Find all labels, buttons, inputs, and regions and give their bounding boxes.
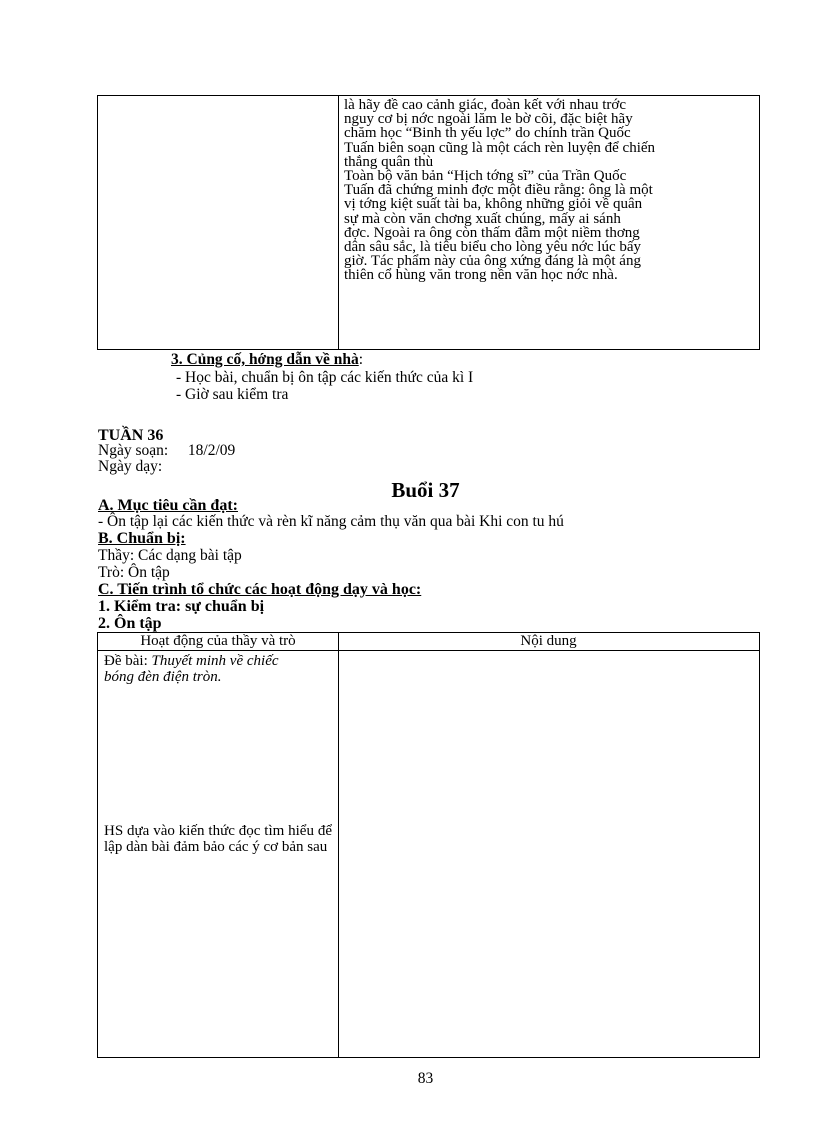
cell-line: Tuấn đã chứng minh đợc một điều rằng: ông là một bbox=[344, 182, 653, 199]
sectionC-step2: 2. Ôn tập bbox=[98, 615, 162, 632]
cell-line: Tuấn biên soạn cũng là một cách rèn luyện để chiến bbox=[344, 139, 656, 156]
teach-date-label: Ngày dạy: bbox=[98, 458, 163, 475]
cell-line: Toàn bộ văn bản “Hịch tớng sĩ” của Trần Quốc bbox=[344, 168, 627, 185]
cell-line: vị tớng kiệt suất tài ba, không những giỏi về quân bbox=[344, 196, 643, 213]
cell-line: sự mà còn văn chơng xuất chúng, mấy ai sánh bbox=[344, 210, 621, 227]
page-number: 83 bbox=[417, 1070, 434, 1087]
session-title: Buổi 37 bbox=[391, 478, 460, 502]
section3-colon: : bbox=[358, 351, 364, 368]
cell-line: thắng quân thù bbox=[344, 153, 434, 170]
prompt-label: Đề bài: bbox=[104, 653, 148, 669]
sectionC-step1: 1. Kiểm tra: sự chuẩn bị bbox=[98, 598, 265, 615]
header-activities: Hoạt động của thầy và trò bbox=[140, 633, 296, 649]
column-divider bbox=[338, 633, 339, 1057]
cell-line: thiên cổ hùng văn trong nền văn học nớc nhà. bbox=[344, 267, 618, 284]
prep-date-value: 18/2/09 bbox=[187, 442, 236, 459]
prep-date-row bbox=[98, 443, 235, 459]
section3-item: - Học bài, chuẩn bị ôn tập các kiến thức của kì I bbox=[176, 369, 474, 386]
header-divider bbox=[98, 650, 759, 651]
cell-line: giờ. Tác phẩm này của ông xứng đáng là một áng bbox=[344, 253, 641, 270]
prompt-title-part2: bóng đèn điện tròn. bbox=[104, 669, 222, 685]
sectionB-heading: B. Chuẩn bị: bbox=[98, 530, 186, 547]
prompt-title-part1: Thuyết minh về chiếc bbox=[147, 653, 279, 669]
prompt-cell bbox=[104, 653, 332, 685]
sectionB-line: Trò: Ôn tập bbox=[98, 564, 170, 581]
prep-date-label: Ngày soạn: bbox=[98, 442, 169, 459]
cell-line: chăm học “Binh th yếu lợc” do chính trần Quốc bbox=[344, 125, 631, 142]
hs-instruction: HS dựa vào kiến thức đọc tìm hiểu để lập dàn bài đảm bảo các ý cơ bản sau bbox=[104, 823, 332, 855]
cell-line: dân sâu sắc, là tiêu biểu cho lòng yêu nớc lúc bấy bbox=[344, 239, 642, 256]
sectionC-heading: C. Tiến trình tổ chức các hoạt động dạy và học: bbox=[98, 581, 422, 598]
header-content: Nội dung bbox=[520, 633, 577, 649]
section3-item: - Giờ sau kiểm tra bbox=[176, 386, 289, 403]
column-divider bbox=[338, 96, 339, 349]
week-title: TUẦN 36 bbox=[98, 427, 164, 444]
sectionA-text: - Ôn tập lại các kiến thức và rèn kĩ năng cảm thụ văn qua bài Khi con tu hú bbox=[98, 513, 564, 530]
table-continuation bbox=[97, 95, 760, 350]
table-right-cell bbox=[344, 98, 756, 283]
section3-heading-row bbox=[171, 352, 363, 368]
cell-line: là hãy đề cao cảnh giác, đoàn kết với nhau trớc bbox=[344, 97, 626, 113]
activity-table bbox=[97, 632, 760, 1058]
sectionA-heading: A. Mục tiêu cần đạt: bbox=[98, 497, 238, 514]
cell-line: đợc. Ngoài ra ông còn thấm đẫm một niềm thơng bbox=[344, 224, 640, 241]
cell-line: nguy cơ bị nớc ngoài lăm le bờ cõi, đặc biệt hãy bbox=[344, 111, 633, 128]
section3-heading: 3. Củng cố, hớng dẫn về nhà bbox=[171, 351, 359, 368]
sectionB-line: Thầy: Các dạng bài tập bbox=[98, 547, 242, 564]
